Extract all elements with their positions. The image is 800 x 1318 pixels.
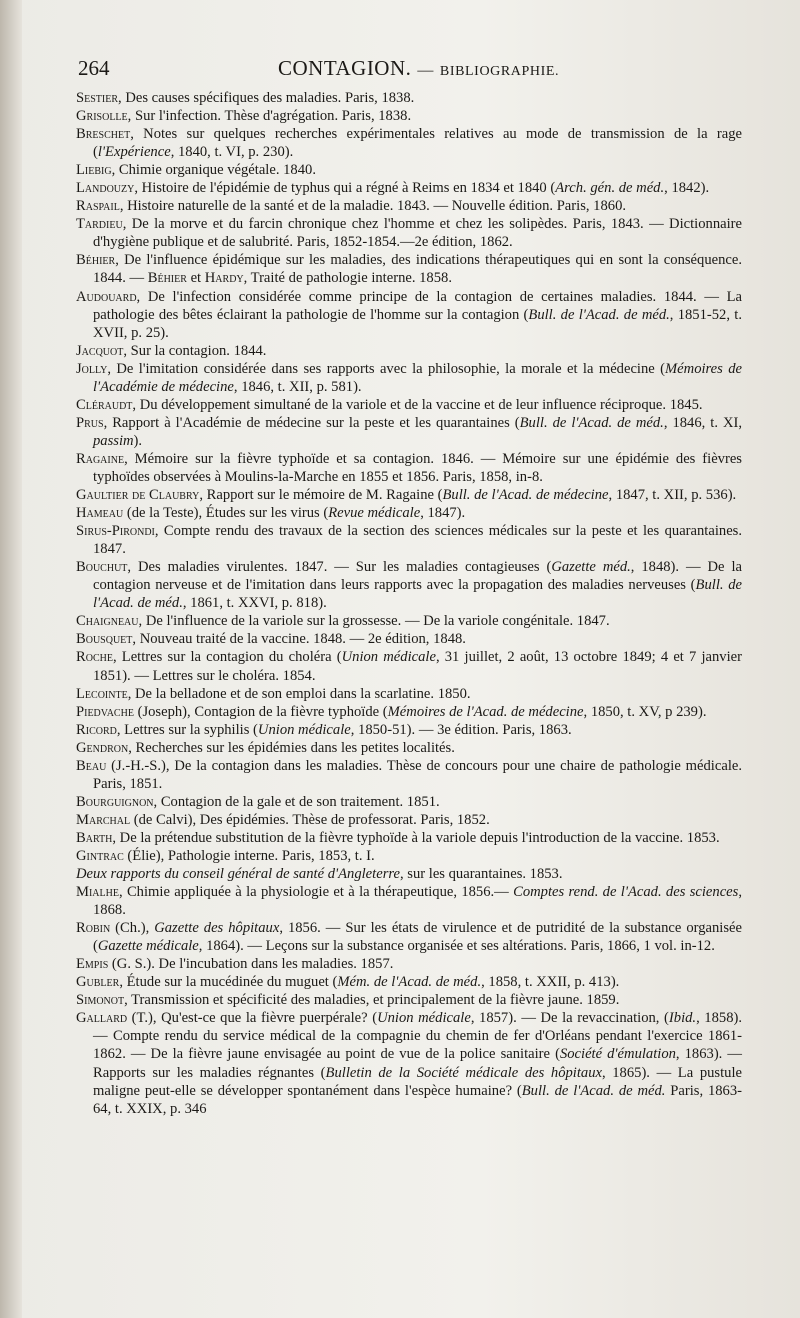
entry-title-italic: Bull. de l'Acad. de méd. (519, 414, 664, 431)
entry-title-italic: l'Expérience (97, 144, 171, 161)
entry-text: , De l'imitation considérée dans ses rapports avec la philosophie, la morale et la médecine ( (107, 360, 666, 377)
bibliography-entry (76, 107, 742, 125)
bibliography-entry (76, 288, 742, 342)
entry-title-italic: Bull. de l'Acad. de méd. (521, 1082, 666, 1099)
bibliography-entry (76, 450, 742, 486)
entry-text: , Recherches sur les épidémies dans les petites localités. (128, 739, 455, 756)
bibliography-entry (76, 865, 742, 883)
bibliography-entry (76, 161, 742, 179)
entry-author: Hardy (204, 270, 244, 287)
bibliography-entry (76, 396, 742, 414)
entry-author: Mialhe (76, 884, 119, 901)
entry-text: , 1857). — De la revaccination, ( (470, 1010, 669, 1027)
entry-author: Gintrac (76, 847, 124, 864)
entry-author: Hameau (76, 505, 124, 522)
entry-text: , Mémoire sur la fièvre typhoïde et sa contagion. 1846. — Mémoire sur une épidémie des fièvres typhoïdes observées à Moulins-la-Marche en 1855 et 1856. Paris, 1858, in-8. (93, 450, 742, 485)
entry-author: Audouard (76, 288, 137, 305)
entry-author: Gendron (76, 739, 129, 756)
entry-author: Sestier (76, 90, 119, 106)
page-number: 264 (78, 56, 110, 80)
entry-author: Raspail (76, 198, 120, 215)
entry-text: et (186, 270, 205, 287)
bibliography-entry (76, 847, 742, 865)
entry-author: Robin (76, 920, 111, 937)
bibliography-entry (76, 360, 742, 396)
entry-text: , De l'influence de la variole sur la grossesse. — De la variole congénitale. 1847. (138, 613, 610, 630)
bibliography-entry (76, 342, 742, 360)
running-title (278, 56, 559, 81)
entry-text: (J.-H.-S.), De la contagion dans les maladies. Thèse de concours pour une chaire de pathologie médicale. Paris, 1851. (93, 757, 742, 792)
entry-text: , Sur l'infection. Thèse d'agrégation. Paris, 1838. (127, 108, 412, 125)
entry-author: Sirus-Pirondi (76, 523, 155, 540)
entry-text: , Chimie organique végétale. 1840. (111, 162, 316, 179)
entry-author: Landouzy (76, 180, 135, 197)
entry-title-italic: Bull. de l'Acad. de médecine (442, 487, 609, 504)
entry-text: , Histoire de l'épidémie de typhus qui a régné à Reims en 1834 et 1840 ( (134, 180, 556, 197)
entry-text: , Des causes spécifiques des maladies. Paris, 1838. (118, 90, 415, 106)
entry-author: Barth (76, 829, 113, 846)
entry-author: Marchal (76, 811, 131, 828)
entry-text: , sur les quarantaines. 1853. (399, 866, 563, 883)
entry-author: Cléraudt (76, 396, 133, 413)
entry-text: , Sur la contagion. 1844. (123, 342, 267, 359)
title-separator: — (417, 62, 434, 79)
entry-author: Lecointe (76, 685, 128, 702)
entry-text: , 1851-52, t. XVII, p. 25). (93, 306, 742, 341)
entry-text: , De la prétendue substitution de la fièvre typhoïde à la variole depuis l'introduction de la vaccine. 1853. (112, 829, 720, 846)
bibliography-entry (76, 793, 742, 811)
entry-text: , Traité de pathologie interne. 1858. (243, 270, 452, 287)
entry-text: , 1858, t. XXII, p. 413). (481, 974, 620, 991)
entry-text: (Élie), Pathologie interne. Paris, 1853, t. I. (123, 847, 375, 864)
entry-author: Chaigneau (76, 613, 139, 630)
bibliography-entry (76, 522, 742, 558)
entry-author: Breschet (76, 126, 131, 143)
entry-text: , Transmission et spécificité des maladies, et principalement de la fièvre jaune. 1859. (124, 992, 620, 1009)
entry-text: , 31 juillet, 2 août, 13 octobre 1849; 4 et 7 janvier 1851). — Lettres sur le choléra. 1854. (93, 649, 742, 684)
entry-author: Jacquot (76, 342, 124, 359)
entry-text: , 1856. — Sur les états de virulence et de putridité de la substance organisée ( (93, 920, 742, 955)
bibliography-entry (76, 197, 742, 215)
entry-text: , Rapport à l'Académie de médecine sur la peste et les quarantaines ( (103, 414, 520, 431)
bibliography-entry (76, 739, 742, 757)
entry-text: , De l'infection considérée comme principe de la contagion de certaines maladies. 1844. — La pathologie des bêtes éclairant la pathologie de l'homme sur la contagion ( (93, 288, 742, 323)
entry-text: , 1865). — La pustule maligne peut-elle se développer spontanément dans l'espèce humaine? ( (93, 1064, 742, 1099)
entry-text: , 1846, t. XI, (663, 414, 742, 431)
entry-text: , Notes sur quelques recherches expérimentales relatives au mode de transmission de la rage ( (93, 126, 742, 161)
entry-title-italic: passim (93, 432, 134, 449)
bibliography-entry (76, 89, 742, 107)
bibliography-entry (76, 558, 742, 612)
entry-text: , De la morve et du farcin chronique chez l'homme et chez les solipèdes. Paris, 1843. — Dictionnaire d'hygiène publique et de salubrité. Paris, 1852-1854.—2e édition, 1862. (93, 216, 742, 251)
entry-text: (T.), Qu'est-ce que la fièvre puerpérale? ( (127, 1010, 378, 1027)
entry-title-italic: Arch. gén. de méd. (555, 180, 665, 197)
entry-title-italic: Mémoires de l'Acad. de médecine (387, 703, 584, 720)
entry-text: , De la belladone et de son emploi dans la scarlatine. 1850. (127, 685, 471, 702)
entry-text: (Ch.), (110, 920, 155, 937)
entry-text: (Joseph), Contagion de la fièvre typhoïde ( (133, 703, 388, 720)
title-section: BIBLIOGRAPHIE. (439, 64, 560, 79)
entry-author: Prus (76, 414, 104, 431)
entry-text: , Lettres sur la contagion du choléra ( (112, 649, 342, 666)
entry-text: , 1858). — Compte rendu du service médical de la compagnie du chemin de fer d'Orléans pendant l'exercice 1861-1862. — De la fièvre jaune envisagée au point de vue de la police sanitaire ( (93, 1010, 743, 1063)
entry-title-italic: Mém. de l'Acad. de méd. (337, 974, 482, 991)
entry-author: Tardieu (76, 216, 123, 233)
entry-text: , Chimie appliquée à la physiologie et à la thérapeutique, 1856.— (118, 884, 514, 901)
entry-title-italic: Gazette des hôpitaux (154, 920, 280, 937)
entry-text: (de la Teste), Études sur les virus ( (123, 505, 329, 522)
entry-title-italic: Bull. de l'Acad. de méd. (93, 577, 742, 612)
title-main: CONTAGION. (278, 56, 412, 80)
entry-text: ). (133, 432, 143, 449)
entry-author: Bouchut (76, 559, 128, 576)
entry-author: Bourguignon (76, 793, 154, 810)
bibliography-entry (76, 414, 742, 450)
bibliography-entry (76, 955, 742, 973)
entry-title-italic: Ibid. (668, 1010, 697, 1027)
entry-text: (de Calvi), Des épidémies. Thèse de professorat. Paris, 1852. (130, 811, 490, 828)
bibliography-entry (76, 685, 742, 703)
entry-title-italic: Revue médicale (328, 505, 421, 522)
entry-author: Gubler (76, 974, 120, 991)
entry-title-italic: Mémoires de l'Académie de médecine (93, 360, 743, 395)
entry-author: Grisolle (76, 108, 128, 125)
entry-title-italic: Société d'émulation (559, 1046, 676, 1063)
bibliography-entry (76, 991, 742, 1009)
entry-text: , De l'influence épidémique sur les maladies, des indications thérapeutiques qui en sont la conséquence. 1844. — (93, 252, 742, 287)
entry-text: , Des maladies virulentes. 1847. — Sur les maladies contagieuses ( (127, 559, 552, 576)
entry-author: Simonot (76, 992, 125, 1009)
entry-text: , Du développement simultané de la variole et de la vaccine et de leur influence réciproque. 1845. (132, 396, 703, 413)
entry-author: Empis (76, 956, 109, 973)
entry-author: Ragaine (76, 450, 125, 467)
entry-text: , Rapport sur le mémoire de M. Ragaine ( (199, 487, 443, 504)
entry-title-italic: Gazette méd. (551, 559, 631, 576)
entry-author: Gallard (76, 1010, 128, 1027)
entry-text: (G. S.). De l'incubation dans les maladies. 1857. (108, 956, 394, 973)
entry-text: , Lettres sur la syphilis ( (116, 721, 258, 738)
entry-title-italic: Union médicale (341, 649, 436, 666)
entry-author: Gaultier de Claubry (76, 487, 200, 504)
bibliography-entry (76, 973, 742, 991)
entry-text: , 1847). (420, 505, 466, 522)
bibliography-entry (76, 648, 742, 684)
entry-text: , 1850-51). — 3e édition. Paris, 1863. (350, 721, 572, 738)
bibliography-entry (76, 179, 742, 197)
entry-text: , 1842). (664, 180, 710, 197)
entry-author: Piedvache (76, 703, 134, 720)
bibliography-list (76, 89, 742, 1118)
entry-author: Béhier (147, 270, 187, 287)
bibliography-entry (76, 883, 742, 919)
entry-title-italic: Union médicale (257, 721, 351, 738)
page-gutter-shadow (0, 0, 22, 1318)
entry-title-italic: Gazette médicale (97, 938, 199, 955)
entry-text: , 1863). — Rapports sur les maladies régnantes ( (93, 1046, 742, 1081)
entry-text: , 1847, t. XII, p. 536). (608, 487, 737, 504)
bibliography-entry (76, 721, 742, 739)
entry-title-italic: Bulletin de la Société médicale des hôpitaux (325, 1064, 602, 1081)
bibliography-entry (76, 757, 742, 793)
entry-text: , 1861, t. XXVI, p. 818). (182, 595, 327, 612)
entry-title-italic: Union médicale (377, 1010, 471, 1027)
bibliography-entry (76, 919, 742, 955)
bibliography-entry (76, 486, 742, 504)
bibliography-entry (76, 504, 742, 522)
bibliography-entry (76, 829, 742, 847)
entry-text: , 1864). — Leçons sur la substance organisée et ses altérations. Paris, 1866, 1 vol. in-12. (198, 938, 715, 955)
bibliography-entry (76, 215, 742, 251)
entry-text: , 1846, t. XII, p. 581). (233, 378, 362, 395)
bibliography-entry (76, 630, 742, 648)
bibliography-entry (76, 1009, 742, 1117)
entry-text: , 1840, t. VI, p. 230). (170, 144, 294, 161)
entry-title-italic: Comptes rend. de l'Acad. des sciences (513, 884, 739, 901)
entry-text: Paris, 1863-64, t. XXIX, p. 346 (93, 1082, 743, 1117)
entry-author: Beau (76, 757, 107, 774)
running-header (78, 50, 742, 84)
bibliography-entry (76, 125, 742, 161)
entry-author: Roche (76, 649, 113, 666)
entry-author: Bousquet (76, 631, 133, 648)
entry-text: , 1850, t. XV, p 239). (583, 703, 707, 720)
entry-text: , Histoire naturelle de la santé et de la maladie. 1843. — Nouvelle édition. Paris, 1860. (119, 198, 627, 215)
entry-author: Jolly (76, 360, 108, 377)
bibliography-entry (76, 251, 742, 287)
entry-author: Béhier (76, 252, 116, 269)
entry-text: , Compte rendu des travaux de la section des sciences médicales sur la peste et les quarantaines. 1847. (93, 523, 742, 558)
entry-author: Liebig (76, 162, 112, 179)
entry-title-italic: Deux rapports du conseil général de santé d'Angleterre (76, 866, 400, 883)
bibliography-entry (76, 612, 742, 630)
entry-text: , Contagion de la gale et de son traitement. 1851. (153, 793, 440, 810)
entry-text: , Nouveau traité de la vaccine. 1848. — 2e édition, 1848. (132, 631, 466, 648)
entry-text: , 1848). — De la contagion nerveuse et de l'imitation dans leurs rapports avec la propagation des maladies nerveuses ( (93, 559, 742, 594)
entry-title-italic: Bull. de l'Acad. de méd. (528, 306, 670, 323)
entry-text: , 1868. (93, 884, 742, 919)
bibliography-entry (76, 703, 742, 721)
entry-text: , Étude sur la mucédinée du muguet ( (119, 974, 338, 991)
entry-author: Ricord (76, 721, 117, 738)
bibliography-entry (76, 811, 742, 829)
